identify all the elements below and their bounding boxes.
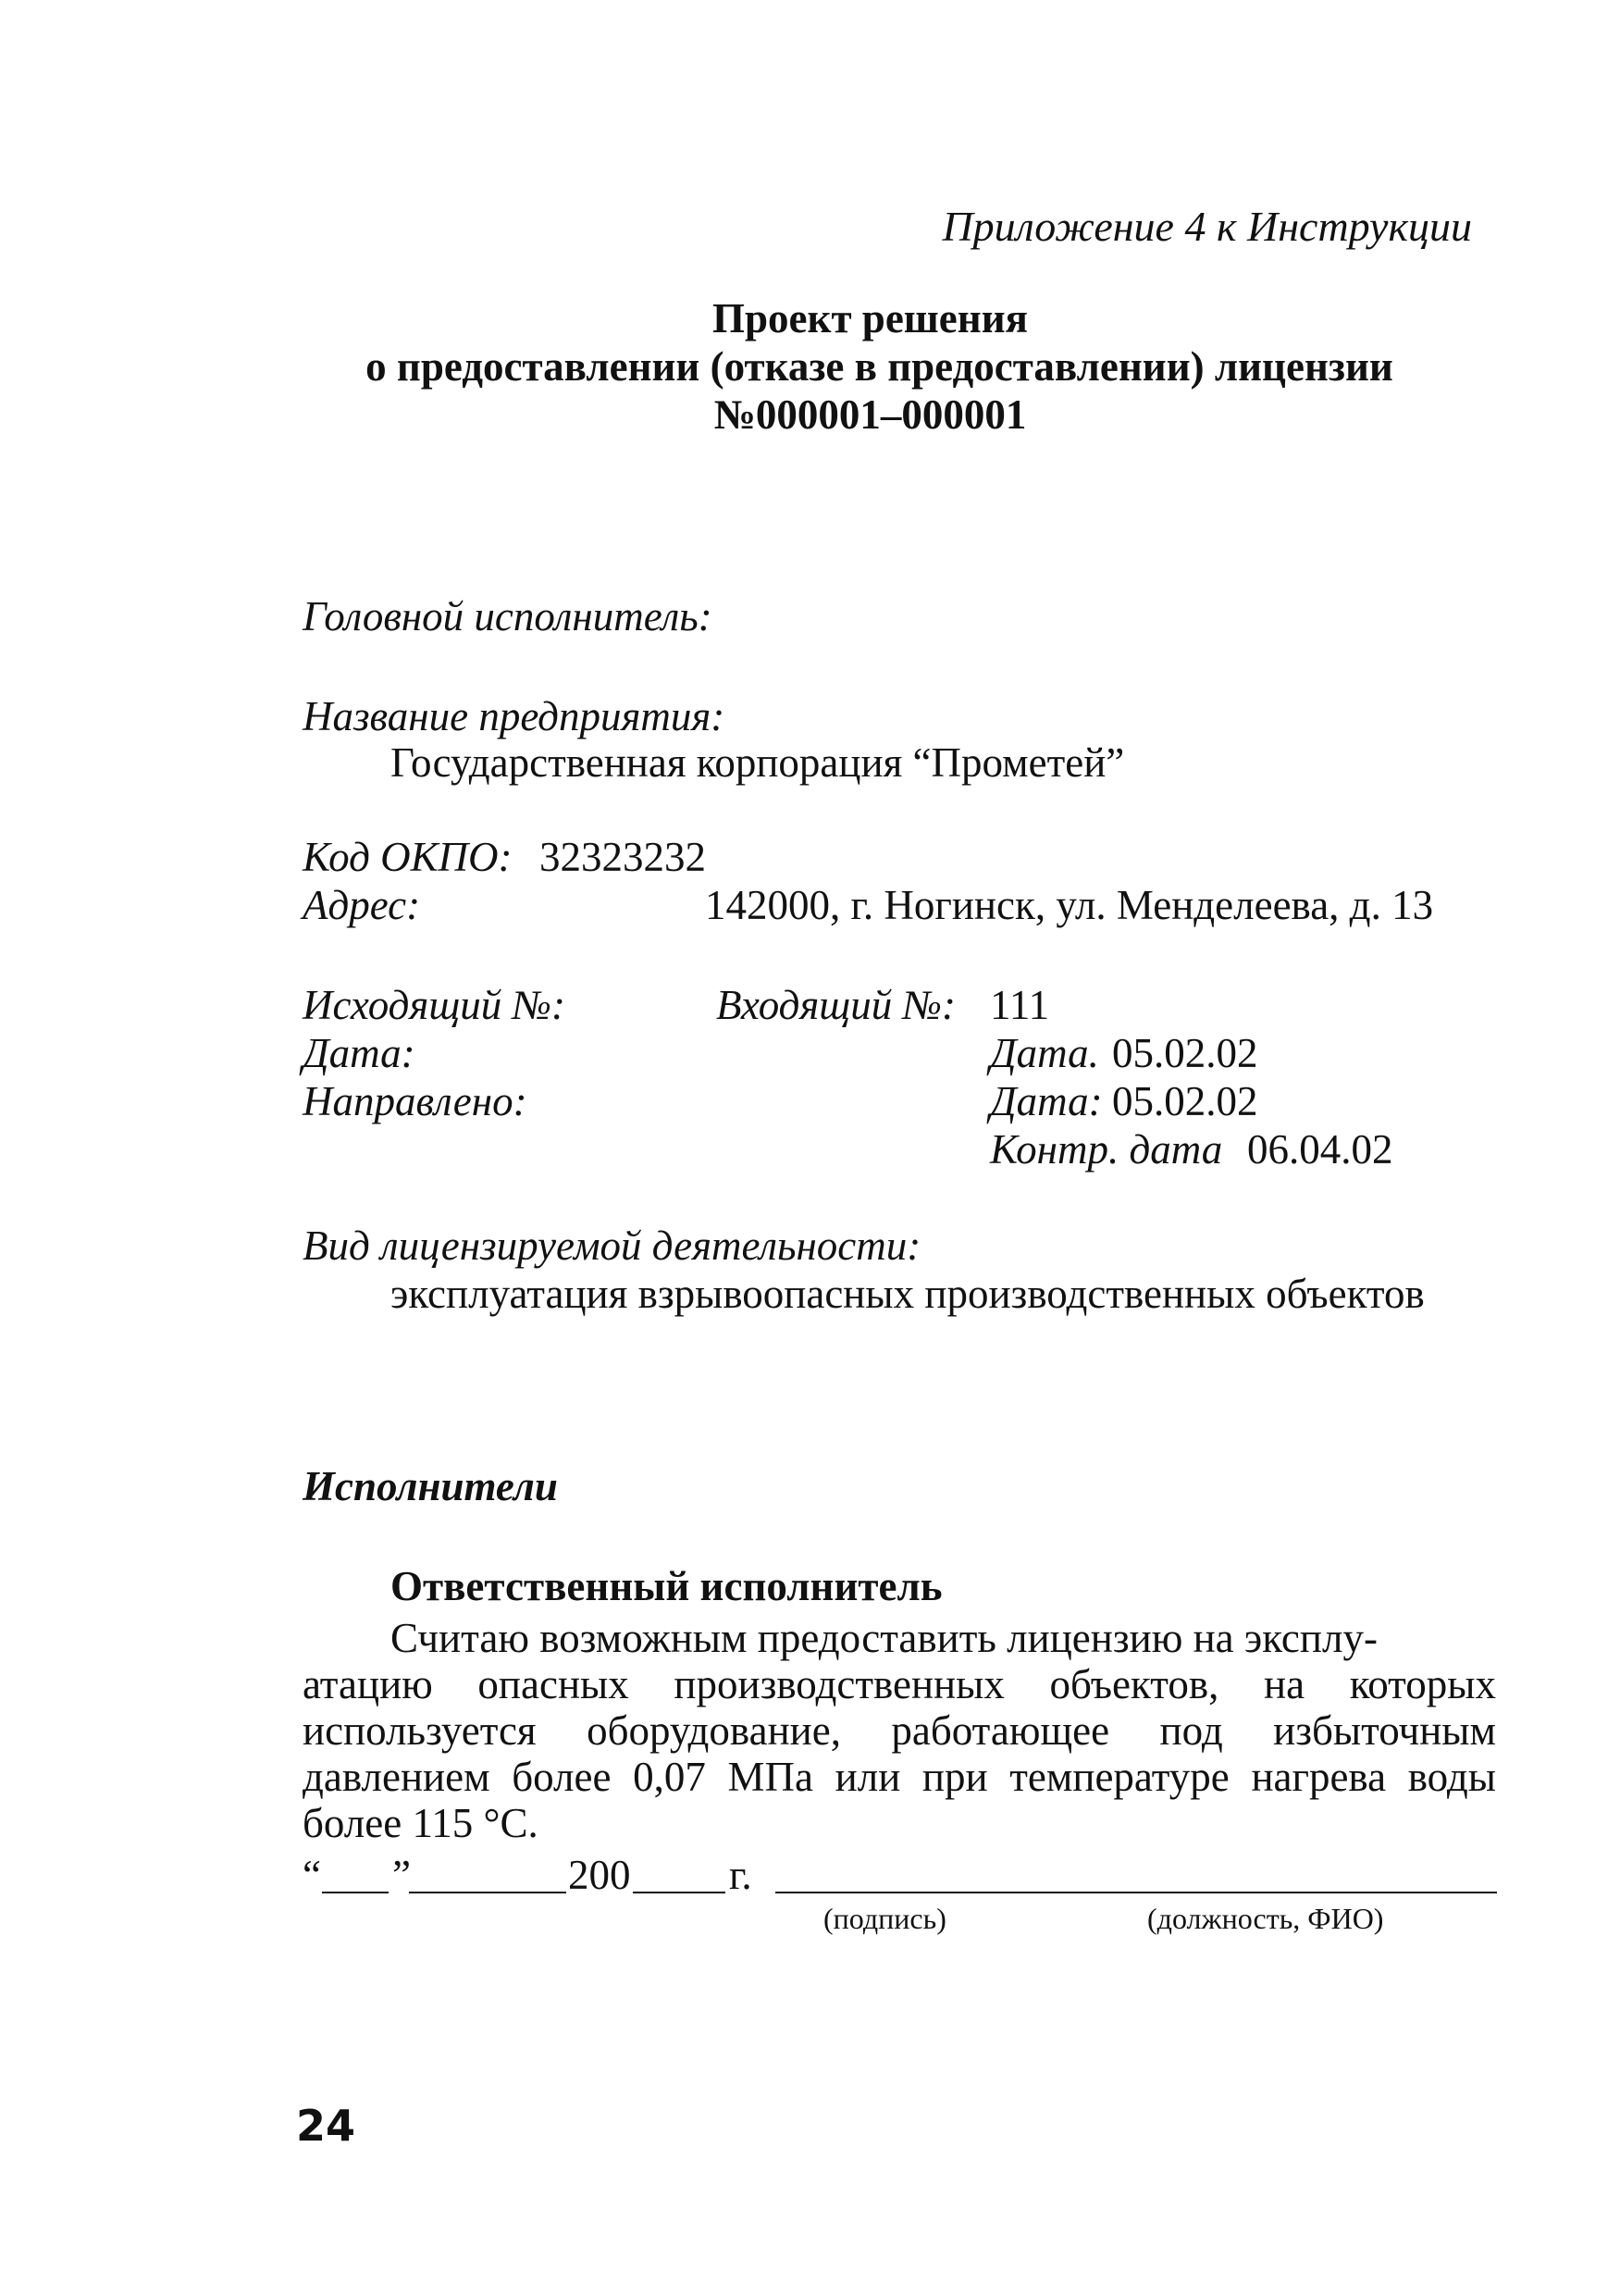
year-suffix: г. xyxy=(729,1852,752,1898)
responsible-paragraph xyxy=(303,1615,1496,1846)
paragraph-line: используется оборудование, работающее под избыточным xyxy=(303,1707,1496,1754)
signature-blank-line xyxy=(775,1892,1497,1893)
executors-heading: Исполнители xyxy=(303,1463,558,1509)
month-blank-line xyxy=(409,1892,566,1893)
company-name-value: Государственная корпорация “Прометей” xyxy=(390,739,1125,786)
position-caption: (должность, ФИО) xyxy=(1147,1902,1384,1935)
sent-label: Направлено: xyxy=(303,1078,527,1124)
paragraph-line: давлением более 0,07 МПа или при температуре нагрева воды xyxy=(303,1754,1496,1800)
incoming-number-value: 111 xyxy=(990,982,1050,1028)
year-blank-line xyxy=(633,1892,725,1893)
lead-executor-label: Головной исполнитель: xyxy=(303,593,712,639)
appendix-label: Приложение 4 к Инструкции xyxy=(942,203,1472,250)
paragraph-line: атацию опасных производственных объектов, на которых xyxy=(303,1661,1496,1707)
date-label: Дата: xyxy=(303,1030,415,1076)
title-line-3: №000001–000001 xyxy=(713,391,1027,438)
incoming-number-label: Входящий №: xyxy=(716,982,956,1028)
control-date-label: Контр. дата xyxy=(990,1126,1223,1173)
day-blank-line xyxy=(322,1892,389,1893)
signature-caption: (подпись) xyxy=(823,1902,946,1935)
responsible-heading: Ответственный исполнитель xyxy=(390,1563,943,1609)
control-date-value: 06.04.02 xyxy=(1247,1126,1393,1173)
address-label: Адрес: xyxy=(303,882,421,928)
date1-label: Дата. xyxy=(990,1030,1099,1076)
date2-label: Дата: xyxy=(990,1078,1103,1124)
title-line-1: Проект решения xyxy=(712,295,1028,341)
year-prefix: 200 xyxy=(568,1852,631,1898)
okpo-value: 32323232 xyxy=(539,834,706,880)
activity-value: эксплуатация взрывоопасных производственных объектов xyxy=(390,1271,1425,1317)
date-open-quote: “ xyxy=(303,1852,321,1898)
date2-value: 05.02.02 xyxy=(1112,1078,1258,1124)
title-line-2: о предоставлении (отказе в предоставлении) лицензии xyxy=(365,343,1393,390)
okpo-label: Код ОКПО: xyxy=(303,834,513,880)
company-name-label: Название предприятия: xyxy=(303,693,725,739)
address-value: 142000, г. Ногинск, ул. Менделеева, д. 13 xyxy=(705,882,1434,928)
date-close-quote: ” xyxy=(392,1852,411,1898)
outgoing-number-label: Исходящий №: xyxy=(303,982,565,1028)
activity-label: Вид лицензируемой деятельности: xyxy=(303,1222,921,1269)
page-number: 24 xyxy=(296,2101,356,2151)
document-title xyxy=(0,294,1620,439)
paragraph-line: более 115 °С. xyxy=(303,1800,538,1846)
date1-value: 05.02.02 xyxy=(1112,1030,1258,1076)
paragraph-line: Считаю возможным предоставить лицензию на эксплу- xyxy=(390,1615,1378,1661)
